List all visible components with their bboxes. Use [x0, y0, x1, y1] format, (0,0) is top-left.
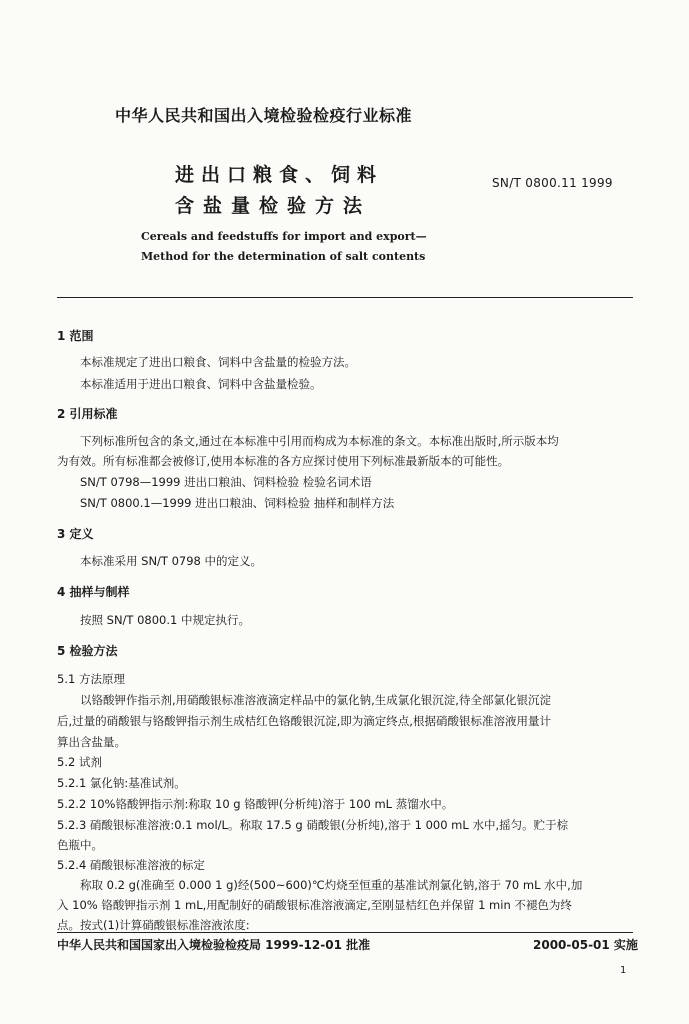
section-5-1-paragraph: 算出含盐量。 [57, 735, 126, 749]
section-4-paragraph: 按照 SN/T 0800.1 中规定执行。 [80, 613, 251, 627]
section-5-heading: 5 检验方法 [57, 644, 118, 658]
chinese-title-line1: 进出口粮食、饲料 [175, 164, 384, 186]
section-1-paragraph: 本标准规定了进出口粮食、饲料中含盐量的检验方法。 [80, 355, 356, 369]
section-5-1-paragraph: 以铬酸钾作指示剂,用硝酸银标准溶液滴定样品中的氯化钠,生成氯化银沉淀,待全部氯化银沉淀 [80, 693, 551, 707]
section-5-2-4-paragraph: 入 10% 铬酸钾指示剂 1 mL,用配制好的硝酸银标准溶液滴定,至刚显桔红色并保留 1 min 不褪色为终 [57, 898, 572, 912]
chinese-title-line2: 含盐量检验方法 [175, 195, 372, 217]
section-2-heading: 2 引用标准 [57, 407, 118, 421]
reagent-item: 5.2.1 氯化钠:基准试剂。 [57, 776, 186, 790]
english-title-line1: Cereals and feedstuffs for import and export— [141, 230, 427, 243]
section-5-2-4-paragraph: 点。按式(1)计算硝酸银标准溶液浓度: [57, 918, 250, 932]
section-3-heading: 3 定义 [57, 527, 94, 541]
english-title-line2: Method for the determination of salt contents [141, 250, 426, 263]
approval-line: 中华人民共和国国家出入境检验检疫局 1999-12-01 批准 [57, 938, 371, 952]
standard-category-header: 中华人民共和国出入境检验检疫行业标准 [115, 106, 413, 125]
implementation-date: 2000-05-01 实施 [533, 938, 638, 952]
reference-item: SN/T 0798—1999 进出口粮油、饲料检验 检验名词术语 [80, 475, 372, 489]
section-1-paragraph: 本标准适用于进出口粮食、饲料中含盐量检验。 [80, 377, 322, 391]
standard-code: SN/T 0800.11 1999 [492, 176, 613, 190]
section-2-paragraph: 为有效。所有标准都会被修订,使用本标准的各方应探讨使用下列标准最新版本的可能性。 [57, 454, 510, 468]
footer-divider [57, 932, 633, 933]
subsection-5-2-4-heading: 5.2.4 硝酸银标准溶液的标定 [57, 858, 205, 872]
reagent-item: 色瓶中。 [57, 838, 103, 852]
section-4-heading: 4 抽样与制样 [57, 585, 130, 599]
section-2-paragraph: 下列标准所包含的条文,通过在本标准中引用而构成为本标准的条文。本标准出版时,所示版本均 [80, 434, 559, 448]
section-5-2-4-paragraph: 称取 0.2 g(准确至 0.000 1 g)经(500~600)℃灼烧至恒重的基准试剂氯化钠,溶于 70 mL 水中,加 [80, 878, 583, 892]
subsection-5-1-heading: 5.1 方法原理 [57, 672, 125, 686]
reference-item: SN/T 0800.1—1999 进出口粮油、饲料检验 抽样和制样方法 [80, 496, 395, 510]
header-divider [57, 297, 633, 298]
page-number: 1 [620, 965, 627, 976]
section-5-1-paragraph: 后,过量的硝酸银与铬酸钾指示剂生成桔红色铬酸银沉淀,即为滴定终点,根据硝酸银标准溶液用量计 [57, 714, 551, 728]
subsection-5-2-heading: 5.2 试剂 [57, 755, 102, 769]
section-1-heading: 1 范围 [57, 329, 94, 343]
reagent-item: 5.2.3 硝酸银标准溶液:0.1 mol/L。称取 17.5 g 硝酸银(分析纯),溶于 1 000 mL 水中,摇匀。贮于棕 [57, 818, 569, 832]
reagent-item: 5.2.2 10%铬酸钾指示剂:称取 10 g 铬酸钾(分析纯)溶于 100 mL 蒸馏水中。 [57, 797, 454, 811]
section-3-paragraph: 本标准采用 SN/T 0798 中的定义。 [80, 554, 263, 568]
